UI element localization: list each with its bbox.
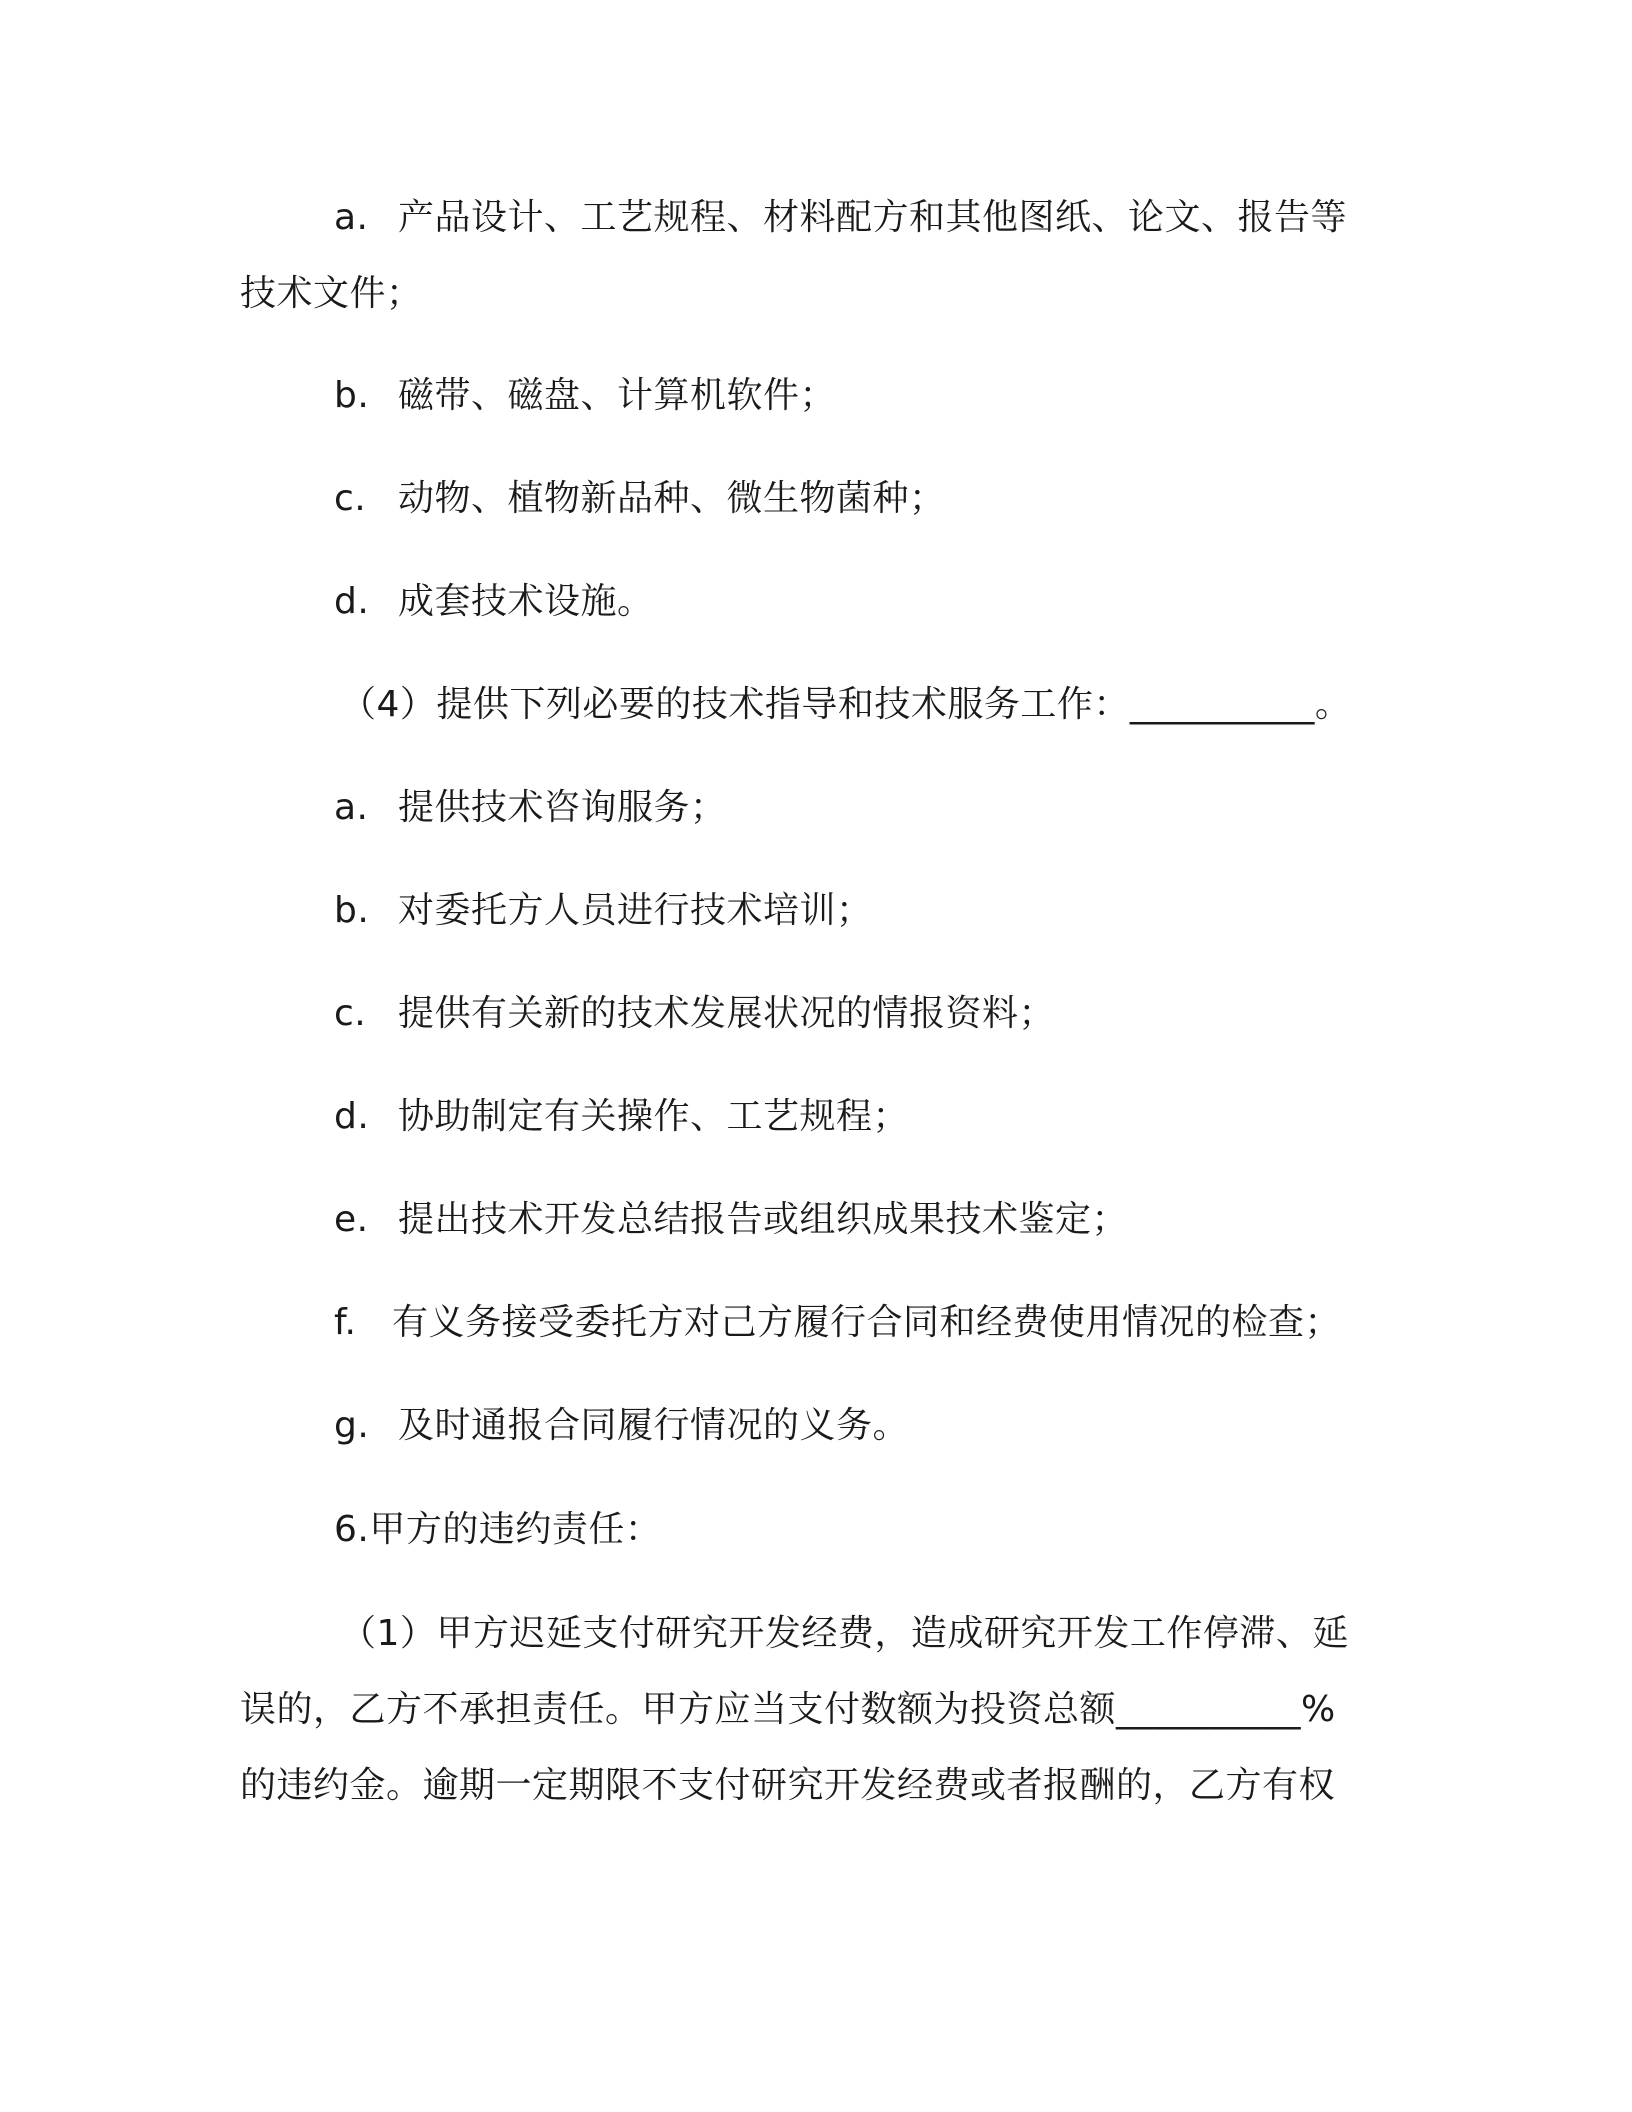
item-marker: d.: [334, 581, 370, 622]
item-4a: [334, 786, 727, 830]
item-marker: c.: [334, 478, 367, 519]
item-text: 成套技术设施。: [398, 581, 654, 622]
item-4f: [334, 1301, 1341, 1345]
item-marker: b.: [334, 375, 370, 416]
item-marker: b.: [334, 890, 370, 931]
item-text: 磁带、磁盘、计算机软件；: [398, 375, 837, 416]
item-text: 提供有关新的技术发展状况的情报资料；: [398, 993, 1056, 1034]
item-text: 对委托方人员进行技术培训；: [398, 890, 873, 931]
item-4e: [334, 1198, 1128, 1242]
item-marker: f.: [334, 1302, 357, 1343]
item-text: 有义务接受委托方对己方履行合同和经费使用情况的检查；: [392, 1302, 1342, 1343]
item-3d: [334, 580, 654, 624]
clause-4: （4）提供下列必要的技术指导和技术服务工作：__________。: [340, 684, 1352, 725]
item-text: 协助制定有关操作、工艺规程；: [398, 1096, 910, 1137]
item-3b: [334, 374, 836, 418]
item-4c: [334, 992, 1055, 1036]
item-text: 及时通报合同履行情况的义务。: [398, 1405, 910, 1446]
item-marker: d.: [334, 1096, 370, 1137]
item-text: 产品设计、工艺规程、材料配方和其他图纸、论文、报告等: [398, 197, 1348, 238]
item-3a-continuation: 技术文件；: [240, 273, 423, 314]
section-6-title: 6.甲方的违约责任：: [334, 1509, 662, 1550]
item-marker: g.: [334, 1405, 370, 1446]
clause-6-1-line3: 的违约金。逾期一定期限不支付研究开发经费或者报酬的，乙方有权: [240, 1765, 1336, 1806]
item-text: 提供技术咨询服务；: [398, 787, 727, 828]
clause-6-1-line1: （1）甲方迟延支付研究开发经费，造成研究开发工作停滞、延: [340, 1613, 1349, 1654]
item-3c: [334, 477, 946, 521]
item-marker: c.: [334, 993, 367, 1034]
item-marker: e.: [334, 1199, 369, 1240]
item-marker: a.: [334, 787, 369, 828]
item-marker: a.: [334, 197, 369, 238]
item-4g: [334, 1404, 909, 1448]
item-3a: [334, 196, 1347, 240]
item-4b: [334, 889, 873, 933]
item-text: 动物、植物新品种、微生物菌种；: [398, 478, 946, 519]
clause-6-1-line2: 误的，乙方不承担责任。甲方应当支付数额为投资总额__________%: [240, 1689, 1336, 1730]
item-4d: [334, 1095, 909, 1139]
item-text: 提出技术开发总结报告或组织成果技术鉴定；: [398, 1199, 1129, 1240]
